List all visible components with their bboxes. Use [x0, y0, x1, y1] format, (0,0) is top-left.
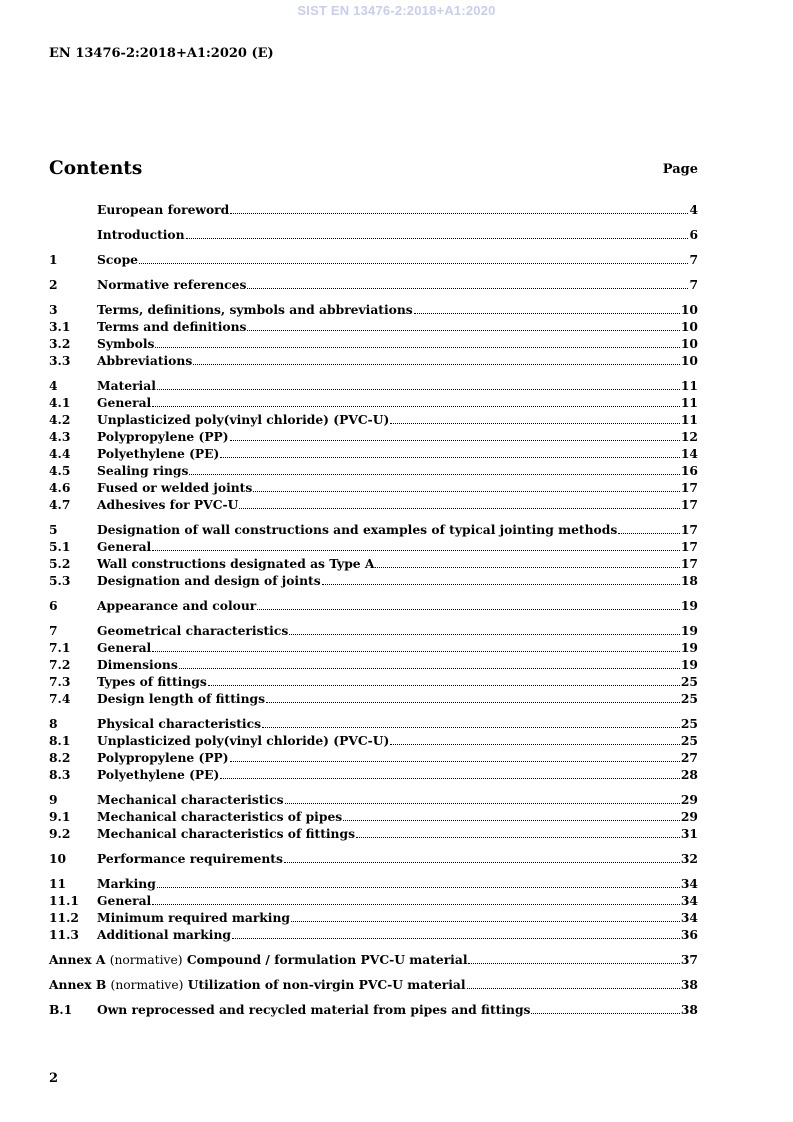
toc-entry-number: 9.1: [49, 809, 71, 824]
toc-entry[interactable]: [49, 691, 698, 708]
toc-entry-page: 17: [680, 522, 698, 537]
annex-prefix: Annex A: [49, 952, 106, 967]
toc-entry-title: General: [97, 395, 152, 410]
toc-entry-title: Geometrical characteristics: [97, 623, 289, 638]
toc-dot-leader: [343, 820, 680, 821]
toc-entry[interactable]: [49, 277, 698, 294]
toc-entry-page: 27: [680, 750, 698, 765]
toc-entry-number: 8.1: [49, 733, 71, 748]
toc-dot-leader: [356, 837, 680, 838]
toc-annex-entry[interactable]: [49, 977, 698, 994]
toc-entry-number: 5.2: [49, 556, 71, 571]
toc-entry-page: 31: [680, 826, 698, 841]
toc-entry-page: 11: [680, 412, 698, 427]
toc-entry-page: 28: [680, 767, 698, 782]
toc-entry[interactable]: [49, 893, 698, 910]
toc-entry[interactable]: [49, 463, 698, 480]
toc-entry-page: 17: [680, 539, 698, 554]
annex-title: Utilization of non-virgin PVC-U material: [187, 977, 466, 992]
toc-entry-number: 5.3: [49, 573, 71, 588]
toc-entry[interactable]: [49, 573, 698, 590]
toc-entry-title: Polypropylene (PP): [97, 429, 229, 444]
toc-entry[interactable]: [49, 522, 698, 539]
toc-entry-page: 4: [689, 202, 698, 217]
toc-entry-number: 7.4: [49, 691, 71, 706]
toc-entry-page: 10: [680, 353, 698, 368]
toc-dot-leader: [247, 330, 679, 331]
toc-entry-number: 10: [49, 851, 67, 866]
annex-qualifier: (normative): [110, 978, 184, 992]
toc-dot-leader: [289, 634, 680, 635]
toc-entry[interactable]: [49, 910, 698, 927]
toc-entry-title: Terms, definitions, symbols and abbreviations: [97, 302, 413, 317]
toc-dot-leader: [232, 938, 680, 939]
toc-entry-number: 6: [49, 598, 58, 613]
toc-entry[interactable]: [49, 556, 698, 573]
toc-dot-leader: [193, 364, 680, 365]
toc-entry-page: 25: [680, 716, 698, 731]
toc-dot-leader: [230, 213, 688, 214]
toc-entry[interactable]: [49, 640, 698, 657]
toc-entry[interactable]: [49, 319, 698, 336]
toc-entry-title: Performance requirements: [97, 851, 283, 866]
toc-dot-leader: [220, 457, 680, 458]
toc-entry[interactable]: [49, 598, 698, 615]
toc-entry[interactable]: [49, 623, 698, 640]
toc-dot-leader: [390, 744, 680, 745]
toc-entry[interactable]: [49, 202, 698, 219]
toc-entry-title: European foreword: [97, 202, 230, 217]
toc-dot-leader: [220, 778, 680, 779]
toc-entry-title: Adhesives for PVC-U: [97, 497, 239, 512]
toc-entry-number: 4.5: [49, 463, 71, 478]
toc-entry-number: 3: [49, 302, 58, 317]
footer-page-number: 2: [49, 1071, 59, 1086]
toc-entry[interactable]: [49, 378, 698, 395]
annex-title-group: [49, 977, 466, 992]
toc-dot-leader: [230, 440, 680, 441]
toc-entry-page: 7: [689, 252, 698, 267]
toc-entry-title: Polyethylene (PE): [97, 446, 220, 461]
toc-dot-leader: [208, 685, 680, 686]
toc-entry-number: 2: [49, 277, 58, 292]
toc-entry[interactable]: [49, 927, 698, 944]
toc-dot-leader: [375, 567, 679, 568]
toc-entry-number: 4.6: [49, 480, 71, 495]
toc-entry-page: 10: [680, 302, 698, 317]
toc-entry-title: General: [97, 893, 152, 908]
toc-entry-title: Introduction: [97, 227, 185, 242]
toc-entry-page: 34: [680, 893, 698, 908]
toc-entry-number: 3.2: [49, 336, 71, 351]
toc-dot-leader: [152, 550, 680, 551]
toc-entry-number: 8.3: [49, 767, 71, 782]
toc-entry-title: Wall constructions designated as Type A: [97, 556, 375, 571]
toc-dot-leader: [291, 921, 680, 922]
toc-entry-number: 7.2: [49, 657, 71, 672]
toc-entry-number: 4.2: [49, 412, 71, 427]
toc-entry-number: 11.1: [49, 893, 79, 908]
toc-entry[interactable]: [49, 716, 698, 733]
toc-entry-title: Unplasticized poly(vinyl chloride) (PVC-U): [97, 733, 390, 748]
toc-entry-title: Types of fittings: [97, 674, 207, 689]
toc-entry-number: 7.1: [49, 640, 71, 655]
toc-entry-page: 10: [680, 336, 698, 351]
toc-dot-leader: [390, 423, 680, 424]
toc-entry-number: 11: [49, 876, 67, 891]
toc-entry-title: Fused or welded joints: [97, 480, 253, 495]
toc-entry-number: 5.1: [49, 539, 71, 554]
watermark: SIST EN 13476-2:2018+A1:2020: [297, 3, 496, 18]
toc-dot-leader: [467, 988, 680, 989]
toc-entry[interactable]: [49, 792, 698, 809]
toc-entry-number: 8: [49, 716, 58, 731]
toc-entry-title: Physical characteristics: [97, 716, 262, 731]
toc-dot-leader: [152, 651, 680, 652]
toc-dot-leader: [186, 238, 689, 239]
toc-entry-page: 25: [680, 674, 698, 689]
toc-entry-title: Additional marking: [97, 927, 232, 942]
toc-entry[interactable]: [49, 657, 698, 674]
annex-title-group: [49, 952, 467, 967]
toc-entry-page: 25: [680, 733, 698, 748]
toc-dot-leader: [257, 609, 680, 610]
toc-entry[interactable]: [49, 227, 698, 244]
toc-entry[interactable]: [49, 429, 698, 446]
toc-entry-title: Designation and design of joints: [97, 573, 321, 588]
toc-entry[interactable]: [49, 252, 698, 269]
toc-entry[interactable]: [49, 412, 698, 429]
toc-entry-page: 36: [680, 927, 698, 942]
toc-entry-page: 14: [680, 446, 698, 461]
toc-entry-page: 37: [680, 952, 698, 967]
toc-entry-number: 3.3: [49, 353, 71, 368]
document-id: EN 13476-2:2018+A1:2020 (E): [49, 46, 274, 61]
toc-dot-leader: [179, 668, 680, 669]
toc-entry-title: General: [97, 640, 152, 655]
toc-entry-page: 38: [680, 977, 698, 992]
toc-entry[interactable]: [49, 497, 698, 514]
toc-entry[interactable]: [49, 336, 698, 353]
toc-entry[interactable]: [49, 851, 698, 868]
toc-entry-number: 4.3: [49, 429, 71, 444]
toc-entry-page: 19: [680, 598, 698, 613]
toc-entry-page: 38: [680, 1002, 698, 1017]
toc-entry[interactable]: [49, 302, 698, 319]
toc-entry[interactable]: [49, 733, 698, 750]
toc-entry[interactable]: [49, 446, 698, 463]
toc-entry[interactable]: [49, 395, 698, 412]
toc-entry-number: 5: [49, 522, 58, 537]
toc-entry-title: Mechanical characteristics of fittings: [97, 826, 356, 841]
annex-title: Compound / formulation PVC-U material: [186, 952, 468, 967]
toc-entry-page: 29: [680, 809, 698, 824]
toc-entry-title: Symbols: [97, 336, 155, 351]
toc-dot-leader: [139, 263, 688, 264]
toc-entry-title: Polypropylene (PP): [97, 750, 229, 765]
toc-entry-title: Material: [97, 378, 156, 393]
toc-entry-title: Mechanical characteristics of pipes: [97, 809, 343, 824]
toc-entry-title: Sealing rings: [97, 463, 189, 478]
toc-dot-leader: [230, 761, 680, 762]
toc-entry-title: Unplasticized poly(vinyl chloride) (PVC-U): [97, 412, 390, 427]
toc-dot-leader: [157, 389, 680, 390]
toc-entry-title: Terms and definitions: [97, 319, 247, 334]
toc-dot-leader: [247, 288, 688, 289]
toc-entry-title: Polyethylene (PE): [97, 767, 220, 782]
toc-entry[interactable]: [49, 353, 698, 370]
toc-entry[interactable]: [49, 539, 698, 556]
toc-entry-page: 6: [689, 227, 698, 242]
toc-entry-title: General: [97, 539, 152, 554]
toc-entry[interactable]: [49, 826, 698, 843]
toc-entry-page: 7: [689, 277, 698, 292]
toc-entry-page: 25: [680, 691, 698, 706]
table-of-contents: [49, 202, 698, 1019]
toc-dot-leader: [157, 887, 680, 888]
toc-entry-page: 17: [680, 480, 698, 495]
toc-dot-leader: [468, 963, 679, 964]
toc-entry-title: Scope: [97, 252, 138, 267]
toc-dot-leader: [285, 803, 680, 804]
toc-entry-number: 8.2: [49, 750, 71, 765]
toc-entry-title: Abbreviations: [97, 353, 193, 368]
toc-dot-leader: [284, 862, 680, 863]
toc-entry-title: Designation of wall constructions and examples of typical jointing methods: [97, 522, 618, 537]
toc-entry-number: 4: [49, 378, 58, 393]
toc-entry[interactable]: [49, 750, 698, 767]
toc-entry-page: 11: [680, 378, 698, 393]
toc-entry-number: B.1: [49, 1002, 73, 1017]
toc-entry-page: 11: [680, 395, 698, 410]
page-column-header: Page: [662, 162, 698, 177]
toc-dot-leader: [266, 702, 680, 703]
toc-entry-page: 18: [680, 573, 698, 588]
toc-entry-page: 17: [680, 556, 698, 571]
toc-entry-title: Dimensions: [97, 657, 178, 672]
toc-entry-number: 4.4: [49, 446, 71, 461]
toc-dot-leader: [152, 406, 680, 407]
toc-annex-entry[interactable]: [49, 952, 698, 969]
toc-dot-leader: [414, 313, 680, 314]
toc-annex-subentry[interactable]: [49, 1002, 698, 1019]
toc-entry-page: 16: [680, 463, 698, 478]
toc-entry-page: 29: [680, 792, 698, 807]
toc-entry-number: 3.1: [49, 319, 71, 334]
toc-dot-leader: [322, 584, 680, 585]
toc-entry-title: Mechanical characteristics: [97, 792, 284, 807]
toc-entry-page: 19: [680, 657, 698, 672]
toc-entry-page: 19: [680, 640, 698, 655]
toc-entry[interactable]: [49, 674, 698, 691]
toc-dot-leader: [189, 474, 679, 475]
toc-dot-leader: [531, 1013, 679, 1014]
toc-entry-number: 9: [49, 792, 58, 807]
toc-entry-page: 19: [680, 623, 698, 638]
toc-entry-number: 11.3: [49, 927, 79, 942]
toc-dot-leader: [618, 533, 680, 534]
annex-prefix: Annex B: [49, 977, 107, 992]
toc-entry-page: 10: [680, 319, 698, 334]
toc-entry[interactable]: [49, 767, 698, 784]
toc-dot-leader: [239, 508, 680, 509]
toc-dot-leader: [262, 727, 680, 728]
toc-entry-number: 4.7: [49, 497, 71, 512]
toc-entry[interactable]: [49, 876, 698, 893]
toc-entry-number: 1: [49, 252, 58, 267]
toc-dot-leader: [152, 904, 680, 905]
toc-entry-number: 4.1: [49, 395, 71, 410]
toc-entry[interactable]: [49, 480, 698, 497]
toc-entry-title: Normative references: [97, 277, 247, 292]
toc-entry-number: 11.2: [49, 910, 79, 925]
toc-entry-title: Minimum required marking: [97, 910, 291, 925]
toc-entry-page: 34: [680, 876, 698, 891]
toc-entry-page: 12: [680, 429, 698, 444]
toc-entry-title: Appearance and colour: [97, 598, 257, 613]
annex-qualifier: (normative): [109, 953, 183, 967]
toc-entry-number: 9.2: [49, 826, 71, 841]
toc-entry-title: Design length of fittings: [97, 691, 266, 706]
toc-dot-leader: [253, 491, 680, 492]
toc-entry-title: Own reprocessed and recycled material from pipes and fittings: [97, 1002, 531, 1017]
toc-entry-page: 17: [680, 497, 698, 512]
toc-entry-number: 7.3: [49, 674, 71, 689]
toc-entry-number: 7: [49, 623, 58, 638]
toc-entry-title: Marking: [97, 876, 156, 891]
toc-entry[interactable]: [49, 809, 698, 826]
toc-dot-leader: [155, 347, 679, 348]
toc-entry-page: 34: [680, 910, 698, 925]
contents-title: Contents: [49, 158, 143, 179]
toc-entry-page: 32: [680, 851, 698, 866]
